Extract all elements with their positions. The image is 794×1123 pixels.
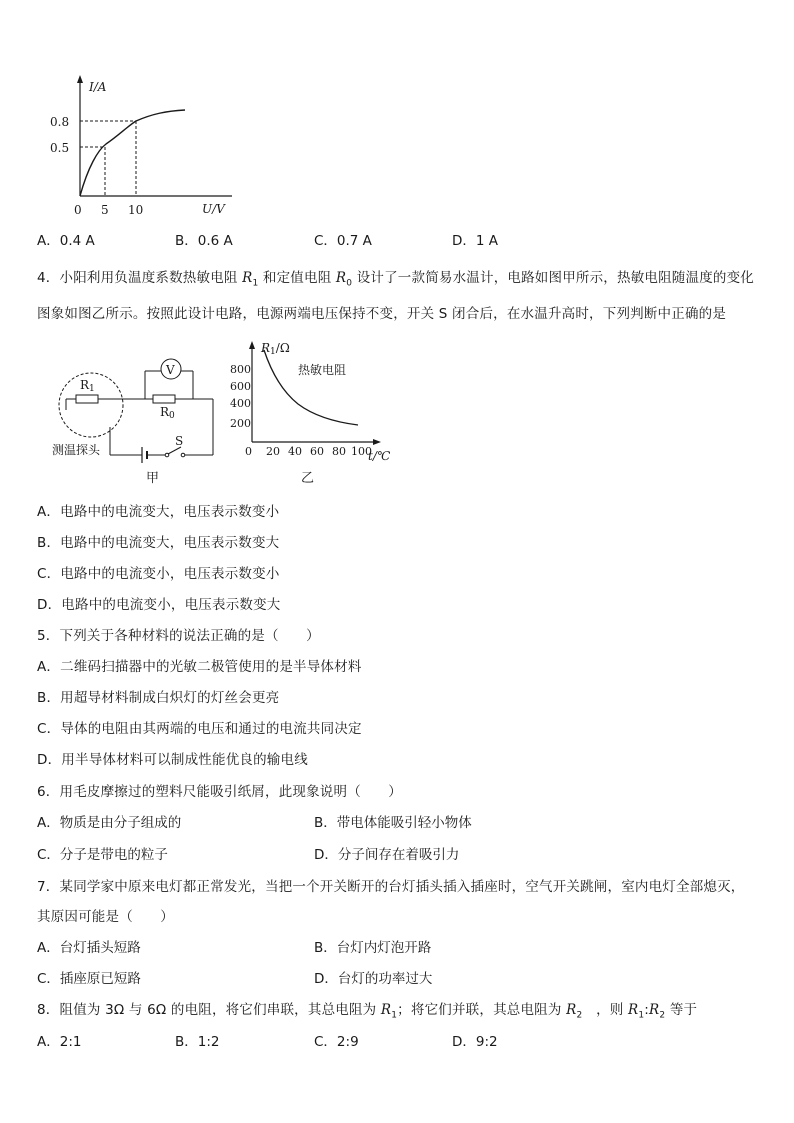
x-tick: 20 xyxy=(266,445,280,458)
r1-resistor xyxy=(76,395,98,403)
r0-resistor xyxy=(153,395,175,403)
q3-y-axis-label: I/A xyxy=(89,80,107,94)
q3-option-d[interactable]: D．1 A xyxy=(452,233,499,249)
y-tick: 800 xyxy=(230,363,251,376)
q4-stem-line1: 4．小阳利用负温度系数热敏电阻 $R_1$ 和定值电阻 $R_0$ 设计了一款简易水温计，电路如图甲所示，热敏电阻随温度的变化 xyxy=(37,270,754,289)
q7-option-c[interactable]: C．插座原已短路 xyxy=(37,971,141,987)
q3-option-b[interactable]: B．0.6 A xyxy=(175,233,233,249)
x-axis-label: t/℃ xyxy=(368,449,391,463)
curve-label: 热敏电阻 xyxy=(298,363,347,377)
q7-stem-line2: 其原因可能是（ ） xyxy=(37,909,174,925)
q6-option-c[interactable]: C．分子是带电的粒子 xyxy=(37,847,168,863)
q5-stem: 5．下列关于各种材料的说法正确的是（ ） xyxy=(37,628,320,644)
q4-circuit-diagram xyxy=(48,350,228,488)
q3-origin: 0 xyxy=(74,203,82,217)
switch-label: S xyxy=(175,434,184,448)
y-tick: 600 xyxy=(230,380,251,393)
q3-x-axis-label: U/V xyxy=(202,202,225,216)
q6-stem: 6．用毛皮摩擦过的塑料尺能吸引纸屑，此现象说明（ ） xyxy=(37,784,402,800)
q5-option-d[interactable]: D．用半导体材料可以制成性能优良的输电线 xyxy=(37,752,308,768)
q6-option-a[interactable]: A．物质是由分子组成的 xyxy=(37,815,182,831)
q4-option-b[interactable]: B．电路中的电流变大，电压表示数变大 xyxy=(37,535,280,551)
y-tick: 200 xyxy=(230,417,251,430)
y-axis-label: R1/Ω xyxy=(261,341,290,357)
q3-option-c[interactable]: C．0.7 A xyxy=(314,233,372,249)
r1-label: R1 xyxy=(80,378,95,394)
voltmeter-label: V xyxy=(166,363,175,377)
q3-x-tick: 5 xyxy=(101,203,109,217)
r0-label: R0 xyxy=(160,405,175,421)
q3-y-tick: 0.5 xyxy=(50,141,70,155)
graph-caption: 乙 xyxy=(301,471,315,486)
probe-label: 测温探头 xyxy=(52,443,101,457)
q6-option-d[interactable]: D．分子间存在着吸引力 xyxy=(314,847,460,863)
q5-option-a[interactable]: A．二维码扫描器中的光敏二极管使用的是半导体材料 xyxy=(37,659,362,675)
q7-option-b[interactable]: B．台灯内灯泡开路 xyxy=(314,940,432,956)
thermistor-curve xyxy=(264,350,358,425)
x-tick: 100 xyxy=(351,445,372,458)
x-tick: 80 xyxy=(332,445,346,458)
q3-x-tick: 10 xyxy=(128,203,144,217)
q4-option-c[interactable]: C．电路中的电流变小，电压表示数变小 xyxy=(37,566,280,582)
x-tick: 60 xyxy=(310,445,324,458)
y-tick: 400 xyxy=(230,397,251,410)
q8-stem: 8．阻值为 3Ω 与 6Ω 的电阻，将它们串联，其总电阻为 $R_1$；将它们并联，其总电阻为 $R_2$ ，则 $R_1:R_2$ 等于 xyxy=(37,1002,698,1021)
circuit-caption: 甲 xyxy=(146,471,160,486)
q5-option-c[interactable]: C．导体的电阻由其两端的电压和通过的电流共同决定 xyxy=(37,721,362,737)
q4-option-d[interactable]: D．电路中的电流变小，电压表示数变大 xyxy=(37,597,281,613)
q7-option-a[interactable]: A．台灯插头短路 xyxy=(37,940,141,956)
q4-option-a[interactable]: A．电路中的电流变大，电压表示数变小 xyxy=(37,504,280,520)
q3-y-tick: 0.8 xyxy=(50,115,70,129)
q8-option-d[interactable]: D．9:2 xyxy=(452,1034,498,1050)
x-tick: 40 xyxy=(288,445,302,458)
q8-option-b[interactable]: B．1:2 xyxy=(175,1034,220,1050)
switch-s xyxy=(168,447,181,454)
q8-option-a[interactable]: A．2:1 xyxy=(37,1034,82,1050)
q4-resistance-temperature-graph xyxy=(228,336,398,488)
q3-option-a[interactable]: A．0.4 A xyxy=(37,233,95,249)
q7-stem-line1: 7．某同学家中原来电灯都正常发光，当把一个开关断开的台灯插头插入插座时，空气开关跳闸，室内电灯全部熄灭， xyxy=(37,879,745,895)
x-tick: 0 xyxy=(245,445,252,458)
q5-option-b[interactable]: B．用超导材料制成白炽灯的灯丝会更亮 xyxy=(37,690,280,706)
q7-option-d[interactable]: D．台灯的功率过大 xyxy=(314,971,433,987)
q8-option-c[interactable]: C．2:9 xyxy=(314,1034,359,1050)
q4-stem-line2: 图象如图乙所示。按照此设计电路，电源两端电压保持不变，开关 S 闭合后，在水温升高时，下列判断中正确的是 xyxy=(37,306,727,322)
q3-iu-graph xyxy=(40,72,240,220)
q6-option-b[interactable]: B．带电体能吸引轻小物体 xyxy=(314,815,472,831)
